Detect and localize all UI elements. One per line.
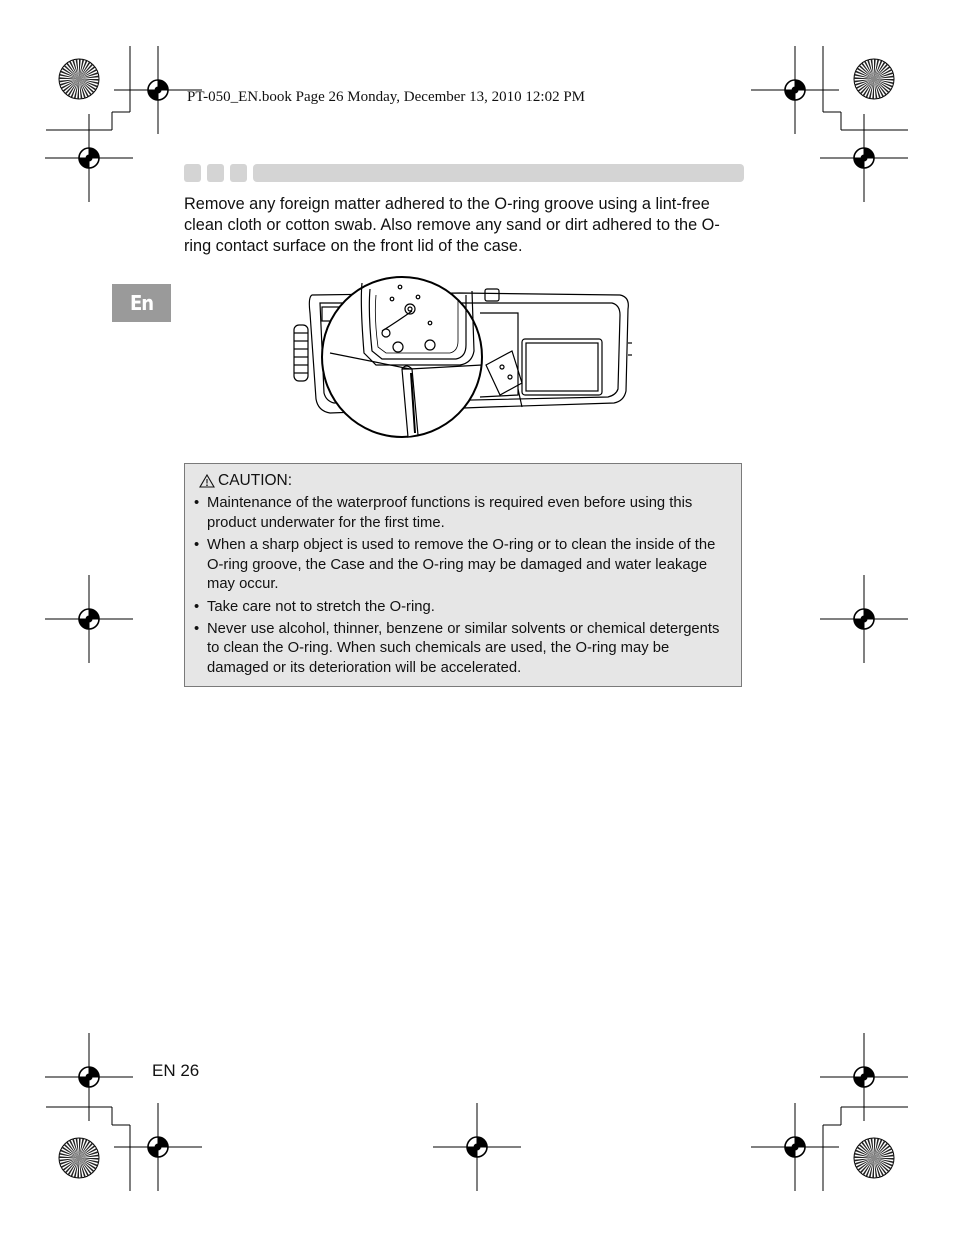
case-illustration bbox=[290, 273, 640, 443]
caution-heading bbox=[199, 472, 292, 490]
warning-triangle-icon bbox=[199, 474, 215, 488]
starburst-mark bbox=[854, 59, 894, 99]
section-heading-bar bbox=[184, 164, 744, 182]
starburst-mark bbox=[854, 1138, 894, 1178]
starburst-mark bbox=[59, 59, 99, 99]
caution-item: • Maintenance of the waterproof functions is required even before using this product underwater for the first time. bbox=[193, 494, 733, 533]
caution-box bbox=[184, 463, 742, 687]
starburst-mark bbox=[59, 1138, 99, 1178]
language-tab: En bbox=[112, 284, 171, 322]
heading-square bbox=[184, 164, 201, 182]
heading-square bbox=[230, 164, 247, 182]
intro-paragraph: Remove any foreign matter adhered to the O-ring groove using a lint-free clean cloth or cotton swab. Also remove any sand or dirt adhered to the O-ring contact surface on the front lid of the case. bbox=[184, 195, 720, 255]
heading-bar bbox=[253, 164, 744, 182]
running-head: PT-050_EN.book Page 26 Monday, December 13, 2010 12:02 PM bbox=[187, 89, 586, 105]
caution-list bbox=[193, 494, 733, 681]
heading-square bbox=[207, 164, 224, 182]
caution-title: CAUTION: bbox=[218, 472, 293, 489]
page-number: EN 26 bbox=[152, 1061, 200, 1080]
caution-item: • Take care not to stretch the O-ring. bbox=[193, 598, 733, 618]
caution-item: • When a sharp object is used to remove the O-ring or to clean the inside of the O-ring groove, the Case and the O-ring may be damaged and water leakage may occur. bbox=[193, 536, 733, 595]
caution-item: • Never use alcohol, thinner, benzene or similar solvents or chemical detergents to clean the O-ring. When such chemicals are used, the O-ring may be damaged or its deterioration will be accelerated. bbox=[193, 620, 733, 679]
